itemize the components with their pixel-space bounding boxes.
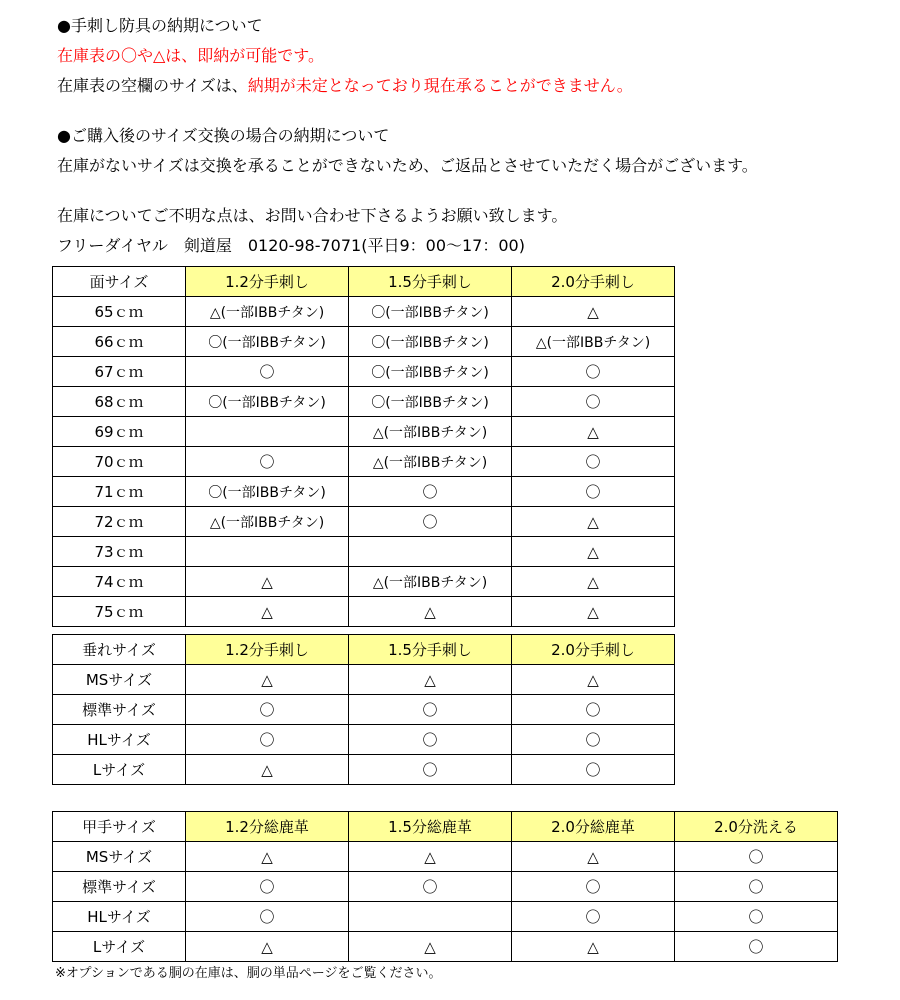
stock-status-cell [186, 537, 349, 567]
stock-status-cell: △ [349, 842, 512, 872]
section-title-handstitched-delivery: ●手刺し防具の納期について [57, 16, 263, 35]
table-row [53, 755, 675, 785]
stock-status-cell: 〇 [675, 872, 838, 902]
stock-status-cell: 〇(一部IBBチタン) [186, 387, 349, 417]
stock-status-cell: 〇 [186, 902, 349, 932]
type-column-header: 2.0分総鹿革 [512, 812, 675, 842]
size-label-cell: 標準サイズ [53, 872, 186, 902]
table-row [53, 357, 675, 387]
table-row [53, 932, 838, 962]
stock-status-cell: 〇 [186, 725, 349, 755]
stock-status-cell: △ [512, 417, 675, 447]
kote-stock-table [52, 811, 838, 962]
stock-status-cell: 〇(一部IBBチタン) [349, 387, 512, 417]
table-header-row [53, 267, 675, 297]
stock-status-cell: 〇 [512, 755, 675, 785]
stock-status-cell: 〇 [186, 695, 349, 725]
size-column-header: 垂れサイズ [53, 635, 186, 665]
stock-status-cell: 〇 [349, 755, 512, 785]
size-label-cell: Lサイズ [53, 755, 186, 785]
size-label-cell: 68ｃｍ [53, 387, 186, 417]
size-label-cell: 69ｃｍ [53, 417, 186, 447]
stock-status-cell: △(一部IBBチタン) [349, 567, 512, 597]
free-dial-phone: フリーダイヤル 剣道屋 0120-98-7071(平日9：00～17：00) [57, 236, 525, 255]
stock-status-cell: 〇 [349, 872, 512, 902]
stock-status-cell: △(一部IBBチタン) [186, 297, 349, 327]
stock-status-cell [349, 537, 512, 567]
table-row [53, 597, 675, 627]
stock-status-cell: 〇 [186, 447, 349, 477]
stock-status-cell: △ [512, 297, 675, 327]
table-row [53, 695, 675, 725]
stock-status-cell: △ [349, 932, 512, 962]
type-column-header: 1.2分総鹿革 [186, 812, 349, 842]
table-row [53, 665, 675, 695]
exchange-note: 在庫がないサイズは交換を承ることができないため、ご返品とさせていただく場合がございます。 [57, 156, 758, 175]
table-row [53, 297, 675, 327]
inquiry-note: 在庫についてご不明な点は、お問い合わせ下さるようお願い致します。 [57, 206, 568, 225]
stock-status-cell: 〇 [349, 695, 512, 725]
table-row [53, 387, 675, 417]
type-column-header: 1.5分総鹿革 [349, 812, 512, 842]
stock-status-cell: △(一部IBBチタン) [349, 417, 512, 447]
size-label-cell: Lサイズ [53, 932, 186, 962]
size-label-cell: HLサイズ [53, 725, 186, 755]
size-label-cell: 71ｃｍ [53, 477, 186, 507]
stock-status-cell: △ [186, 567, 349, 597]
type-column-header: 1.2分手刺し [186, 267, 349, 297]
stock-status-cell: △ [186, 597, 349, 627]
table-row [53, 902, 838, 932]
size-label-cell: 標準サイズ [53, 695, 186, 725]
stock-status-cell: △ [512, 842, 675, 872]
table-row [53, 417, 675, 447]
size-label-cell: 72ｃｍ [53, 507, 186, 537]
size-label-cell: 75ｃｍ [53, 597, 186, 627]
stock-status-cell: 〇 [512, 872, 675, 902]
stock-status-cell: 〇 [675, 842, 838, 872]
stock-status-cell: 〇 [349, 507, 512, 537]
type-column-header: 1.2分手刺し [186, 635, 349, 665]
stock-status-cell: △ [186, 842, 349, 872]
stock-status-cell: △ [186, 755, 349, 785]
stock-status-cell: △ [512, 932, 675, 962]
men-stock-table [52, 266, 675, 627]
stock-status-cell: 〇 [512, 357, 675, 387]
table-row [53, 842, 838, 872]
table-row [53, 872, 838, 902]
stock-status-cell: 〇 [349, 725, 512, 755]
type-column-header: 2.0分洗える [675, 812, 838, 842]
type-column-header: 2.0分手刺し [512, 267, 675, 297]
stock-status-cell: △ [512, 597, 675, 627]
stock-status-cell: 〇 [349, 477, 512, 507]
table-row [53, 537, 675, 567]
stock-status-cell: △ [349, 597, 512, 627]
stock-status-cell: △(一部IBBチタン) [349, 447, 512, 477]
table-row [53, 725, 675, 755]
table-header-row [53, 635, 675, 665]
stock-status-cell: △(一部IBBチタン) [186, 507, 349, 537]
stock-status-cell: 〇(一部IBBチタン) [349, 327, 512, 357]
immediate-delivery-note: 在庫表の〇や△は、即納が可能です。 [57, 46, 325, 65]
size-label-cell: MSサイズ [53, 842, 186, 872]
stock-status-cell [349, 902, 512, 932]
type-column-header: 1.5分手刺し [349, 635, 512, 665]
blank-size-note-prefix: 在庫表の空欄のサイズは、 [57, 76, 248, 95]
table-header-row [53, 812, 838, 842]
stock-status-cell: 〇 [512, 725, 675, 755]
stock-status-cell: 〇 [512, 387, 675, 417]
size-label-cell: 67ｃｍ [53, 357, 186, 387]
stock-status-cell: 〇 [512, 477, 675, 507]
stock-status-cell: △ [186, 932, 349, 962]
table-row [53, 327, 675, 357]
size-label-cell: 70ｃｍ [53, 447, 186, 477]
type-column-header: 1.5分手刺し [349, 267, 512, 297]
blank-size-note [57, 76, 633, 96]
size-label-cell: 65ｃｍ [53, 297, 186, 327]
stock-status-cell: 〇 [512, 902, 675, 932]
stock-status-cell: 〇 [186, 357, 349, 387]
table-row [53, 447, 675, 477]
stock-status-cell: 〇 [512, 695, 675, 725]
stock-status-cell: 〇 [512, 447, 675, 477]
size-label-cell: 73ｃｍ [53, 537, 186, 567]
table-row [53, 507, 675, 537]
stock-status-cell: 〇 [675, 932, 838, 962]
stock-status-cell: 〇 [186, 872, 349, 902]
stock-status-cell: △ [512, 567, 675, 597]
stock-status-cell: △ [512, 665, 675, 695]
type-column-header: 2.0分手刺し [512, 635, 675, 665]
section-title-exchange-delivery: ●ご購入後のサイズ交換の場合の納期について [57, 126, 390, 145]
tare-stock-table [52, 634, 675, 785]
stock-status-cell: 〇(一部IBBチタン) [186, 327, 349, 357]
size-label-cell: 74ｃｍ [53, 567, 186, 597]
size-label-cell: HLサイズ [53, 902, 186, 932]
footnote-do-stock: ※オプションである胴の在庫は、胴の単品ページをご覧ください。 [55, 966, 442, 981]
stock-status-cell: △ [512, 507, 675, 537]
stock-status-cell [186, 417, 349, 447]
stock-status-cell: 〇(一部IBBチタン) [349, 357, 512, 387]
stock-status-cell: 〇(一部IBBチタン) [349, 297, 512, 327]
size-label-cell: 66ｃｍ [53, 327, 186, 357]
size-label-cell: MSサイズ [53, 665, 186, 695]
stock-status-cell: 〇(一部IBBチタン) [186, 477, 349, 507]
size-column-header: 甲手サイズ [53, 812, 186, 842]
table-row [53, 567, 675, 597]
stock-status-cell: △ [512, 537, 675, 567]
stock-status-cell: △ [186, 665, 349, 695]
stock-status-cell: △(一部IBBチタン) [512, 327, 675, 357]
table-row [53, 477, 675, 507]
stock-status-cell: △ [349, 665, 512, 695]
blank-size-note-emphasis: 納期が未定となっており現在承ることができません。 [247, 76, 633, 95]
size-column-header: 面サイズ [53, 267, 186, 297]
stock-status-cell: 〇 [675, 902, 838, 932]
